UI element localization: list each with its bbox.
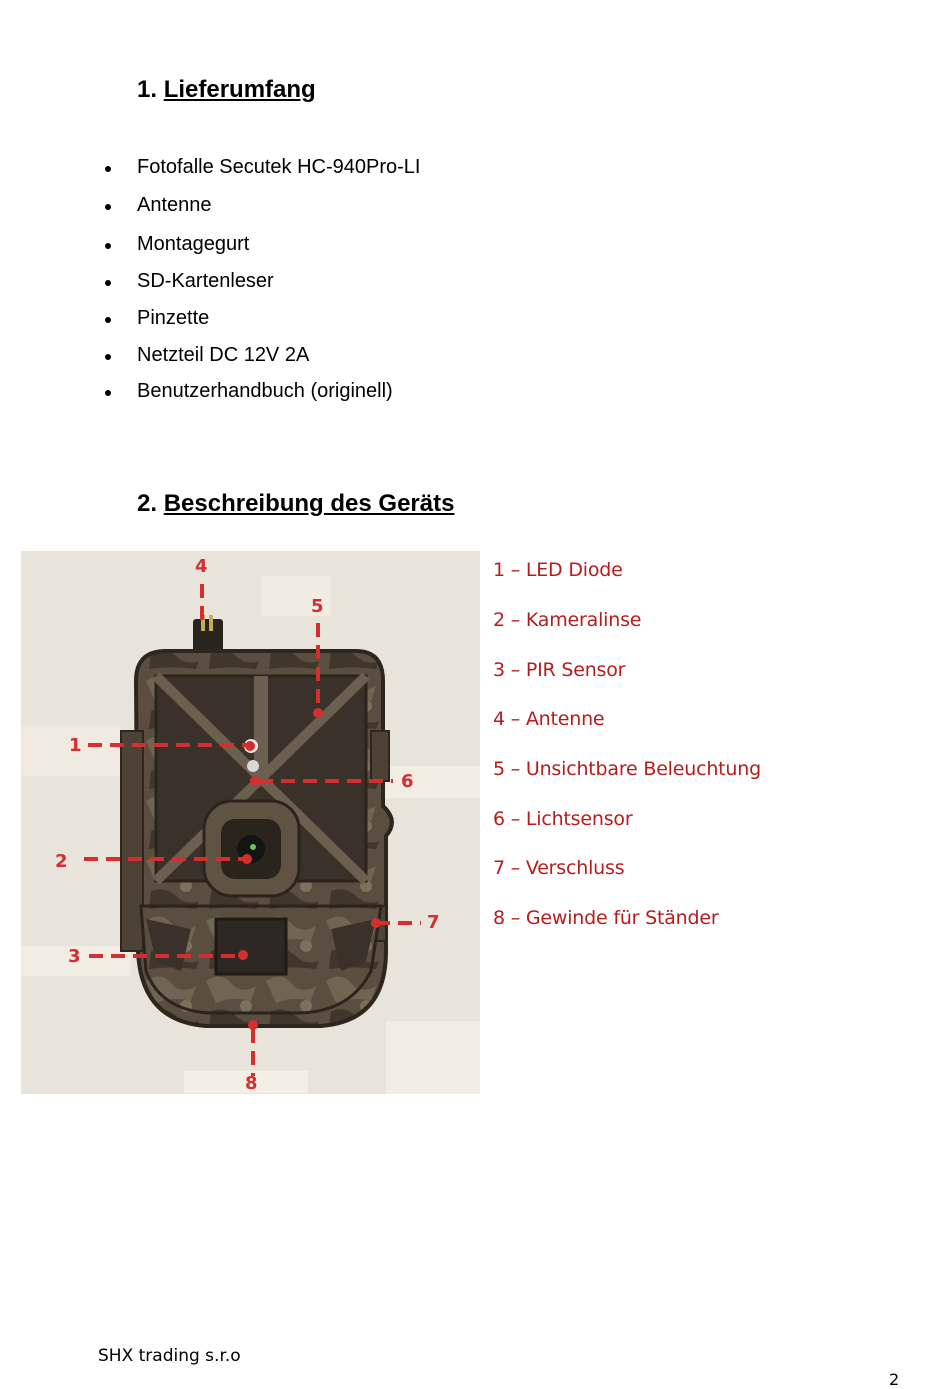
section-title: Beschreibung des Geräts [163, 490, 455, 517]
bullet-icon [105, 317, 111, 323]
bullet-icon [105, 354, 111, 360]
section-number: 1. [137, 76, 158, 103]
list-item: Benutzerhandbuch (originell) [137, 380, 393, 403]
callout-2: 2 [55, 851, 68, 872]
section-heading-lieferumfang [137, 76, 316, 104]
list-item: SD-Kartenleser [137, 270, 274, 293]
legend-item: 6 – Lichtsensor [493, 808, 633, 830]
callout-6: 6 [401, 771, 414, 792]
callout-5: 5 [311, 596, 324, 617]
bullet-icon [105, 280, 111, 286]
list-item: Netzteil DC 12V 2A [137, 344, 309, 367]
device-photo [21, 551, 480, 1094]
callout-4: 4 [195, 556, 208, 577]
section-title: Lieferumfang [163, 76, 316, 103]
list-item: Pinzette [137, 307, 209, 330]
legend-item: 4 – Antenne [493, 708, 605, 730]
legend-item: 7 – Verschluss [493, 857, 625, 879]
callout-1: 1 [69, 735, 82, 756]
list-item: Fotofalle Secutek HC-940Pro-LI [137, 156, 420, 179]
section-number: 2. [137, 490, 158, 517]
legend-item: 8 – Gewinde für Ständer [493, 907, 719, 929]
callout-7: 7 [427, 912, 440, 933]
footer-company: SHX trading s.r.o [98, 1346, 241, 1366]
bullet-icon [105, 166, 111, 172]
list-item: Antenne [137, 194, 212, 217]
section-heading-beschreibung [137, 490, 454, 518]
camera-trap-illustration [21, 551, 480, 1094]
bullet-icon [105, 204, 111, 210]
legend-item: 5 – Unsichtbare Beleuchtung [493, 758, 761, 780]
page-number: 2 [889, 1370, 900, 1389]
legend-item: 1 – LED Diode [493, 559, 623, 581]
legend-item: 3 – PIR Sensor [493, 659, 626, 681]
callout-8: 8 [245, 1073, 258, 1094]
callout-3: 3 [68, 946, 81, 967]
bullet-icon [105, 390, 111, 396]
legend-item: 2 – Kameralinse [493, 609, 642, 631]
list-item: Montagegurt [137, 233, 249, 256]
bullet-icon [105, 243, 111, 249]
